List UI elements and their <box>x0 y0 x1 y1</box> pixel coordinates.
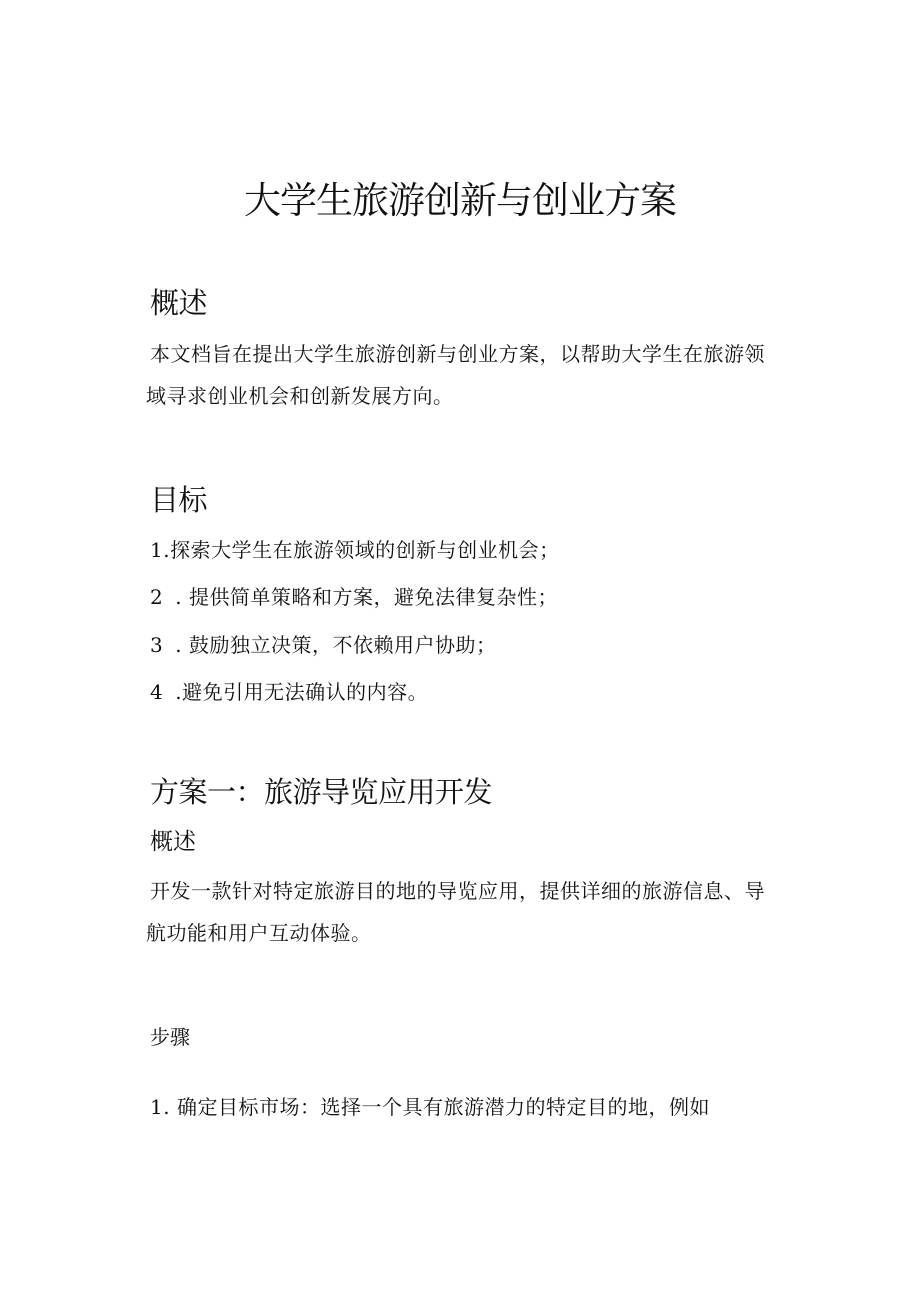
overview-paragraph-line-2: 域寻求创业机会和创新发展方向。 <box>146 384 454 408</box>
plan1-heading: 方案一：旅游导览应用开发 <box>150 775 493 809</box>
goals-heading: 目标 <box>150 483 208 517</box>
goal-item-text: .探索大学生在旅游领域的创新与创业机会； <box>163 538 560 562</box>
plan1-overview-paragraph <box>146 870 805 954</box>
steps-label: 步骤 <box>150 1025 190 1049</box>
overview-paragraph-line-1: 本文档旨在提出大学生旅游创新与创业方案，以帮助大学生在旅游领 <box>150 342 765 366</box>
step-item-1: 1. 确定目标市场：选择一个具有旅游潜力的特定目的地，例如 <box>150 1095 710 1119</box>
plan1-overview-heading: 概述 <box>150 829 196 855</box>
overview-heading: 概述 <box>150 286 208 320</box>
goal-item-number: 1 <box>150 538 164 562</box>
goal-item-3 <box>150 630 496 660</box>
goal-item-number: 3 <box>150 633 164 657</box>
goal-item-text: . 鼓励独立决策，不依赖用户协助； <box>175 633 497 657</box>
goal-item-number: 4 <box>150 680 164 704</box>
document-title: 大学生旅游创新与创业方案 <box>244 179 676 222</box>
goal-item-2 <box>150 582 558 612</box>
goal-item-text: .避免引用无法确认的内容。 <box>175 680 429 704</box>
goal-item-1 <box>150 535 560 565</box>
plan1-paragraph-line-1: 开发一款针对特定旅游目的地的导览应用，提供详细的旅游信息、导 <box>150 879 765 903</box>
goal-item-number: 2 <box>150 585 164 609</box>
plan1-paragraph-line-2: 航功能和用户互动体验。 <box>146 921 372 945</box>
goal-item-text: . 提供简单策略和方案，避免法律复杂性； <box>175 585 558 609</box>
goal-item-4 <box>150 677 428 707</box>
overview-paragraph <box>146 333 805 417</box>
